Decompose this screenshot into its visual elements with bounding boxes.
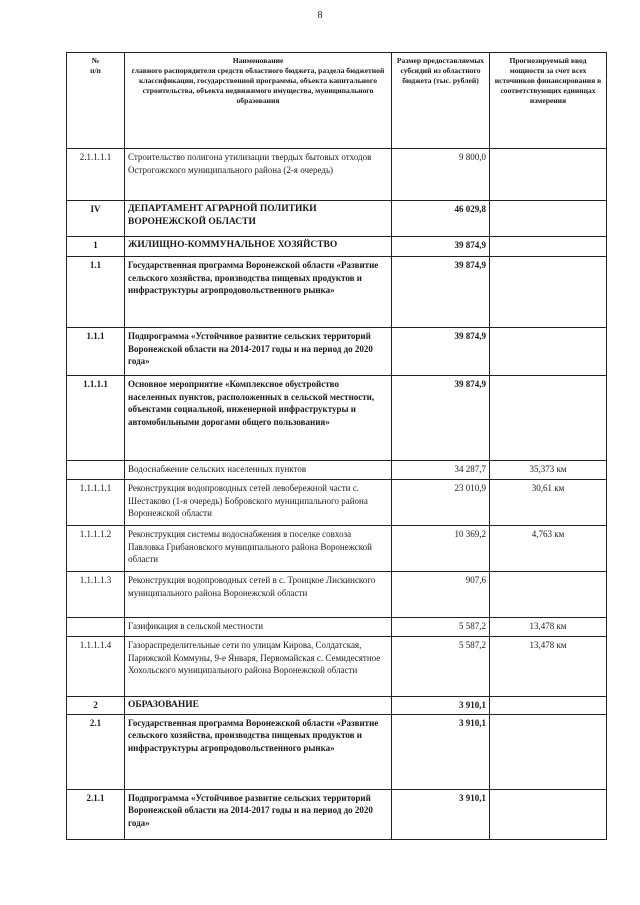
row-number: 1.1.1	[67, 328, 125, 376]
row-subsidy-value: 39 874,9	[392, 376, 490, 461]
row-number: 2.1.1	[67, 789, 125, 839]
table-row	[67, 637, 607, 697]
row-capacity	[490, 376, 607, 461]
row-number: IV	[67, 201, 125, 237]
row-subsidy-value: 907,6	[392, 572, 490, 618]
row-number: 1.1.1.1.2	[67, 526, 125, 572]
table-row	[67, 376, 607, 461]
header-number: № п/п	[67, 53, 125, 149]
row-number: 1.1	[67, 257, 125, 328]
row-number: 1.1.1.1.3	[67, 572, 125, 618]
header-capacity: Прогнозируемый ввод мощности за счет всех источников финансирования в соответствующих единицах измерения	[490, 53, 607, 149]
row-subsidy-value: 34 287,7	[392, 461, 490, 480]
row-number: 2.1.1.1.1	[67, 149, 125, 201]
row-capacity	[490, 572, 607, 618]
row-name: Реконструкция водопроводных сетей левобережной части с. Шестаково (1-я очередь) Бобровского муниципального района Воронежской области	[125, 480, 392, 526]
header-subsidy-size: Размер предоставляемых субсидий из областного бюджета (тыс. рублей)	[392, 53, 490, 149]
table-row	[67, 697, 607, 715]
row-capacity	[490, 789, 607, 839]
row-name: Подпрограмма «Устойчивое развитие сельских территорий Воронежской области на 2014-2017 годы и на период до 2020 года»	[125, 789, 392, 839]
table-row	[67, 149, 607, 201]
row-number: 2	[67, 697, 125, 715]
row-capacity	[490, 201, 607, 237]
row-capacity	[490, 697, 607, 715]
row-number	[67, 618, 125, 637]
row-number: 2.1	[67, 714, 125, 789]
row-capacity: 35,373 км	[490, 461, 607, 480]
row-number: 1.1.1.1.1	[67, 480, 125, 526]
row-capacity	[490, 714, 607, 789]
row-subsidy-value: 46 029,8	[392, 201, 490, 237]
row-name: ДЕПАРТАМЕНТ АГРАРНОЙ ПОЛИТИКИ ВОРОНЕЖСКОЙ ОБЛАСТИ	[125, 201, 392, 237]
row-name: Газораспределительные сети по улицам Кирова, Солдатская, Парижской Коммуны, 9-е Января, Первомайская с. Семидесятное Хохольского муниципального района Воронежской области	[125, 637, 392, 697]
header-name	[125, 53, 392, 149]
header-name-body: главного распорядителя средств областного бюджета, раздела бюджетной классификации, государственной программы, объекта капитального строительства, объекта недвижимого имущества, муниципального образования	[131, 66, 385, 105]
row-name: ЖИЛИЩНО-КОММУНАЛЬНОЕ ХОЗЯЙСТВО	[125, 237, 392, 257]
page-number: 8	[317, 10, 323, 21]
table-row	[67, 461, 607, 480]
table-header-row	[67, 53, 607, 149]
row-capacity	[490, 149, 607, 201]
table-body	[67, 149, 607, 840]
row-name: Газификация в сельской местности	[125, 618, 392, 637]
table-row	[67, 714, 607, 789]
row-number: 1.1.1.1	[67, 376, 125, 461]
row-subsidy-value: 39 874,9	[392, 257, 490, 328]
row-subsidy-value: 39 874,9	[392, 328, 490, 376]
table-row	[67, 328, 607, 376]
table-row	[67, 257, 607, 328]
row-subsidy-value: 23 010,9	[392, 480, 490, 526]
row-name: Строительство полигона утилизации твердых бытовых отходов Острогожского муниципального района (2-я очередь)	[125, 149, 392, 201]
table-row	[67, 572, 607, 618]
table-row	[67, 526, 607, 572]
table-row	[67, 237, 607, 257]
table-row	[67, 789, 607, 839]
table-row	[67, 618, 607, 637]
header-name-title: Наименование	[232, 56, 284, 65]
row-subsidy-value: 3 910,1	[392, 697, 490, 715]
row-subsidy-value: 39 874,9	[392, 237, 490, 257]
row-capacity	[490, 257, 607, 328]
subsidy-table	[66, 52, 607, 840]
row-subsidy-value: 5 587,2	[392, 637, 490, 697]
table-row	[67, 201, 607, 237]
row-capacity: 13,478 км	[490, 637, 607, 697]
row-name: Государственная программа Воронежской области «Развитие сельского хозяйства, производства пищевых продуктов и инфраструктуры агропродовольственного рынка»	[125, 714, 392, 789]
row-name: Водоснабжение сельских населенных пунктов	[125, 461, 392, 480]
row-name: Государственная программа Воронежской области «Развитие сельского хозяйства, производства пищевых продуктов и инфраструктуры агропродовольственного рынка»	[125, 257, 392, 328]
row-capacity	[490, 237, 607, 257]
row-name: ОБРАЗОВАНИЕ	[125, 697, 392, 715]
row-subsidy-value: 9 800,0	[392, 149, 490, 201]
row-name: Реконструкция водопроводных сетей в с. Троицкое Лискинского муниципального района Воронежской области	[125, 572, 392, 618]
row-subsidy-value: 5 587,2	[392, 618, 490, 637]
row-capacity: 4,763 км	[490, 526, 607, 572]
row-capacity	[490, 328, 607, 376]
row-number: 1	[67, 237, 125, 257]
row-name: Реконструкция системы водоснабжения в поселке совхоза Павловка Грибановского муниципального района Воронежской области	[125, 526, 392, 572]
row-number: 1.1.1.1.4	[67, 637, 125, 697]
row-name: Основное мероприятие «Комплексное обустройство населенных пунктов, расположенных в сельской местности, объектами социальной, инженерной инфраструктуры и автомобильными дорогами общего пользования»	[125, 376, 392, 461]
row-name: Подпрограмма «Устойчивое развитие сельских территорий Воронежской области на 2014-2017 годы и на период до 2020 года»	[125, 328, 392, 376]
table-row	[67, 480, 607, 526]
row-subsidy-value: 3 910,1	[392, 789, 490, 839]
row-capacity: 13,478 км	[490, 618, 607, 637]
row-subsidy-value: 3 910,1	[392, 714, 490, 789]
row-capacity: 30,61 км	[490, 480, 607, 526]
row-number	[67, 461, 125, 480]
row-subsidy-value: 10 369,2	[392, 526, 490, 572]
